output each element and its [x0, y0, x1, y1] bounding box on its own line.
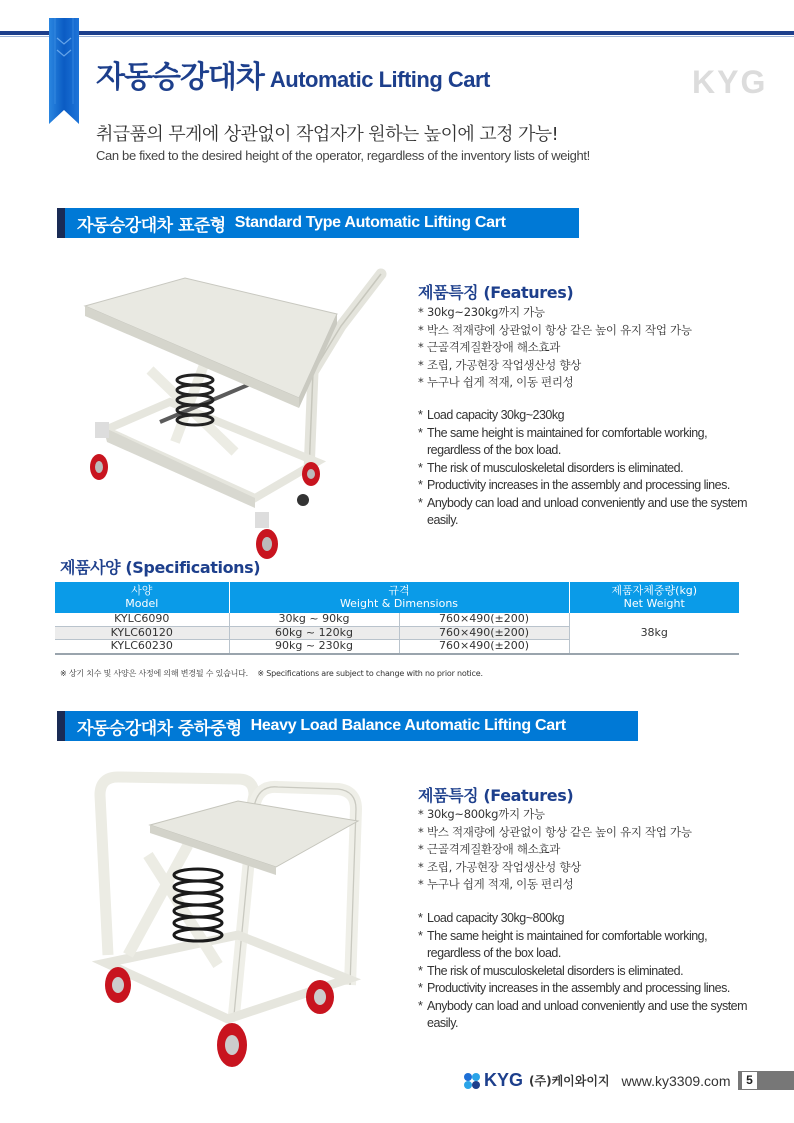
feature-ko-item: * 근골격계질환장애 해소효과: [418, 339, 692, 357]
table-header-row: [55, 582, 739, 613]
feature-ko-item: * 30kg~230kg까지 가능: [418, 304, 692, 322]
cell-weight-range: 30kg ~ 90kg: [229, 613, 399, 626]
cell-net-weight: 38kg: [569, 613, 739, 654]
section-marker: [57, 208, 65, 238]
features-heavy-ko-list: [418, 806, 692, 894]
page-number: 5: [742, 1072, 757, 1089]
footer-brand: KYG: [484, 1070, 524, 1090]
feature-en-item: * Productivity increases in the assembly and processing lines.: [418, 477, 748, 495]
feature-en-item: * Load capacity 30kg~230kg: [418, 407, 748, 425]
features-heavy-en-list: [418, 910, 748, 1033]
spec-note: ※ 상기 치수 및 사양은 사정에 의해 변경될 수 있습니다. ※ Specifications are subject to change with no prior notice.: [60, 669, 483, 678]
feature-ko-item: * 박스 적재량에 상관없이 항상 같은 높이 유지 작업 가능: [418, 322, 692, 340]
col-header-model: [55, 582, 229, 613]
section-standard-title-en: Standard Type Automatic Lifting Cart: [234, 214, 506, 231]
specifications-table: [55, 582, 739, 655]
standard-cart-image: [55, 262, 400, 562]
kyg-logo-icon: [462, 1071, 482, 1091]
specifications-title: 제품사양 (Specifications): [60, 558, 261, 577]
cell-weight-range: 60kg ~ 120kg: [229, 626, 399, 640]
feature-en-item: * Load capacity 30kg~800kg: [418, 910, 748, 928]
col-header-model-en: Model: [125, 597, 159, 610]
col-header-dimensions-ko: 규격: [388, 584, 410, 597]
col-header-model-ko: 사양: [131, 584, 153, 597]
header-rule-thin: [0, 36, 794, 37]
subtitle-en: Can be fixed to the desired height of the operator, regardless of the inventory lists of weight!: [96, 148, 590, 163]
feature-ko-item: * 30kg~800kg까지 가능: [418, 806, 692, 824]
footer: [462, 1070, 730, 1091]
cell-weight-range: 90kg ~ 230kg: [229, 640, 399, 654]
page-title-en: Automatic Lifting Cart: [269, 67, 490, 92]
col-header-dimensions-en: Weight & Dimensions: [339, 597, 459, 610]
section-heavy-title-en: Heavy Load Balance Automatic Lifting Cart: [250, 717, 566, 734]
section-heavy-header: [57, 711, 638, 741]
brand-watermark: KYG: [692, 64, 768, 100]
heavy-cart-image: [88, 765, 388, 1077]
subtitle-ko: 취급품의 무게에 상관없이 작업자가 원하는 높이에 고정 가능!: [96, 124, 559, 145]
section-heavy-title-ko: 자동승강대차 중하중형: [77, 718, 242, 739]
feature-en-item: * The same height is maintained for comfortable working, regardless of the box load.: [418, 928, 748, 963]
feature-en-item: * Anybody can load and unload conveniently and use the system easily.: [418, 998, 748, 1033]
feature-ko-item: * 누구나 쉽게 적재, 이동 편리성: [418, 374, 692, 392]
header-rule: [0, 31, 794, 35]
feature-en-item: * Anybody can load and unload conveniently and use the system easily.: [418, 495, 748, 530]
footer-company: (주)케이와이지: [529, 1074, 610, 1088]
section-standard-header: [57, 208, 579, 238]
cell-dimensions: 760×490(±200): [399, 640, 569, 654]
cell-model: KYLC60230: [55, 640, 229, 654]
feature-en-item: * The risk of musculoskeletal disorders is eliminated.: [418, 963, 748, 981]
feature-ko-item: * 근골격계질환장애 해소효과: [418, 841, 692, 859]
feature-ko-item: * 조립, 가공현장 작업생산성 향상: [418, 357, 692, 375]
feature-en-item: * Productivity increases in the assembly and processing lines.: [418, 980, 748, 998]
col-header-net-weight: [569, 582, 739, 613]
page-title-ko: 자동승강대차: [96, 60, 264, 95]
feature-en-item: * The risk of musculoskeletal disorders is eliminated.: [418, 460, 748, 478]
feature-ko-item: * 누구나 쉽게 적재, 이동 편리성: [418, 876, 692, 894]
cell-dimensions: 760×490(±200): [399, 613, 569, 626]
features-heavy-title: 제품특징 (Features): [418, 786, 574, 805]
col-header-dimensions: [229, 582, 569, 613]
features-standard-ko-list: [418, 304, 692, 392]
col-header-net-weight-en: Net Weight: [623, 597, 685, 610]
page-title: [96, 52, 490, 96]
table-row: [55, 613, 739, 626]
features-standard-en-list: [418, 407, 748, 530]
feature-en-item: * The same height is maintained for comfortable working, regardless of the box load.: [418, 425, 748, 460]
feature-ko-item: * 조립, 가공현장 작업생산성 향상: [418, 859, 692, 877]
features-standard-title: 제품특징 (Features): [418, 283, 574, 302]
feature-ko-item: * 박스 적재량에 상관없이 항상 같은 높이 유지 작업 가능: [418, 824, 692, 842]
section-standard-title-ko: 자동승강대차 표준형: [77, 215, 226, 236]
footer-url[interactable]: www.ky3309.com: [621, 1072, 731, 1089]
cell-dimensions: 760×490(±200): [399, 626, 569, 640]
col-header-net-weight-ko: 제품자체중량(kg): [611, 584, 698, 597]
cell-model: KYLC6090: [55, 613, 229, 626]
bookmark-ribbon-icon: [49, 18, 79, 124]
cell-model: KYLC60120: [55, 626, 229, 640]
section-marker: [57, 711, 65, 741]
